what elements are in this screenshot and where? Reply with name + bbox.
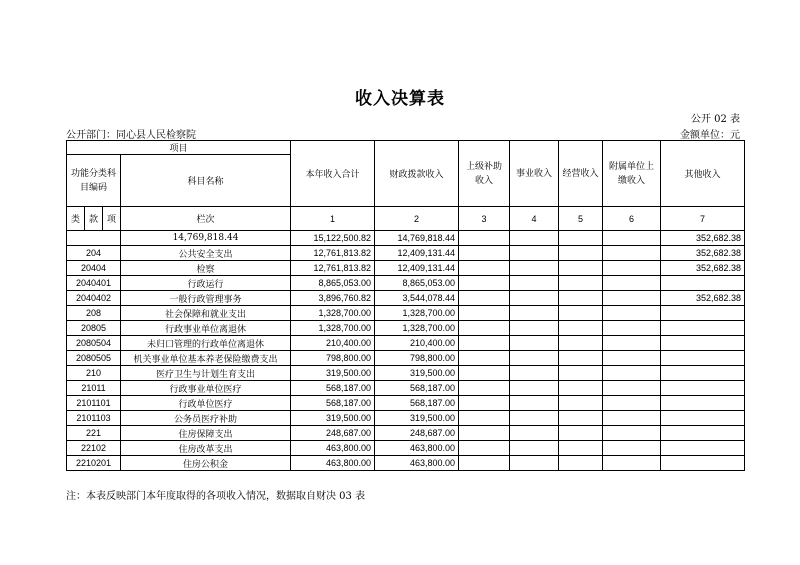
row-affiliated xyxy=(603,291,661,306)
header-fiscal: 财政拨款收入 xyxy=(375,141,459,207)
row-code: 21011 xyxy=(67,381,121,396)
row-fiscal: 1,328,700.00 xyxy=(375,321,459,336)
row-code: 221 xyxy=(67,426,121,441)
row-other xyxy=(661,321,745,336)
row-affiliated xyxy=(603,366,661,381)
row-superior xyxy=(459,441,510,456)
table-row xyxy=(67,291,745,306)
row-total: 15,122,500.82 xyxy=(291,231,375,246)
row-affiliated xyxy=(603,411,661,426)
row-business xyxy=(510,426,559,441)
row-operating xyxy=(559,246,603,261)
row-other xyxy=(661,276,745,291)
row-total: 798,800.00 xyxy=(291,351,375,366)
header-business: 事业收入 xyxy=(510,141,559,207)
row-other: 352,682.38 xyxy=(661,231,745,246)
row-total: 319,500.00 xyxy=(291,366,375,381)
row-other xyxy=(661,381,745,396)
row-operating xyxy=(559,306,603,321)
row-superior xyxy=(459,381,510,396)
row-operating xyxy=(559,441,603,456)
row-code: 208 xyxy=(67,306,121,321)
row-other: 352,682.38 xyxy=(661,246,745,261)
row-subject-name: 医疗卫生与计划生育支出 xyxy=(121,366,291,381)
row-fiscal: 3,544,078.44 xyxy=(375,291,459,306)
row-code: 2080504 xyxy=(67,336,121,351)
table-row xyxy=(67,426,745,441)
form-number: 公开 02 表 xyxy=(690,114,740,125)
row-operating xyxy=(559,426,603,441)
table-row xyxy=(67,246,745,261)
row-business xyxy=(510,336,559,351)
table-row xyxy=(67,336,745,351)
row-total: 568,187.00 xyxy=(291,381,375,396)
row-affiliated xyxy=(603,321,661,336)
row-fiscal: 1,328,700.00 xyxy=(375,306,459,321)
row-superior xyxy=(459,276,510,291)
row-subject-name: 未归口管理的行政单位离退休 xyxy=(121,336,291,351)
col-num: 2 xyxy=(375,207,459,231)
header-subject-name: 科目名称 xyxy=(121,155,291,207)
row-business xyxy=(510,396,559,411)
table-row xyxy=(67,261,745,276)
row-business xyxy=(510,261,559,276)
table-row xyxy=(67,321,745,336)
row-superior xyxy=(459,231,510,246)
row-affiliated xyxy=(603,231,661,246)
row-code: 2080505 xyxy=(67,351,121,366)
row-superior xyxy=(459,396,510,411)
row-other xyxy=(661,336,745,351)
footnote: 注：本表反映部门本年度取得的各项收入情况，数据取自财决 03 表 xyxy=(66,491,366,502)
row-operating xyxy=(559,396,603,411)
col-num: 1 xyxy=(291,207,375,231)
col-num: 6 xyxy=(603,207,661,231)
row-affiliated xyxy=(603,246,661,261)
row-fiscal: 319,500.00 xyxy=(375,366,459,381)
row-operating xyxy=(559,261,603,276)
row-code: 2040401 xyxy=(67,276,121,291)
row-subject-name: 公共安全支出 xyxy=(121,246,291,261)
row-subject-name: 机关事业单位基本养老保险缴费支出 xyxy=(121,351,291,366)
row-other: 352,682.38 xyxy=(661,291,745,306)
row-operating xyxy=(559,381,603,396)
row-superior xyxy=(459,246,510,261)
row-affiliated xyxy=(603,381,661,396)
row-other: 352,682.38 xyxy=(661,261,745,276)
row-superior xyxy=(459,321,510,336)
row-business xyxy=(510,351,559,366)
row-subject-name: 住房改革支出 xyxy=(121,441,291,456)
row-affiliated xyxy=(603,396,661,411)
row-code: 20805 xyxy=(67,321,121,336)
row-code: 2101101 xyxy=(67,396,121,411)
row-total: 319,500.00 xyxy=(291,411,375,426)
row-fiscal: 463,800.00 xyxy=(375,441,459,456)
row-fiscal: 248,687.00 xyxy=(375,426,459,441)
row-business xyxy=(510,321,559,336)
header-superior: 上级补助收入 xyxy=(459,141,510,207)
row-superior xyxy=(459,291,510,306)
row-subject-name: 行政单位医疗 xyxy=(121,396,291,411)
col-num: 5 xyxy=(559,207,603,231)
row-business xyxy=(510,246,559,261)
row-operating xyxy=(559,411,603,426)
row-business xyxy=(510,381,559,396)
row-fiscal: 14,769,818.44 xyxy=(375,231,459,246)
row-subject-name: 行政事业单位离退休 xyxy=(121,321,291,336)
row-business xyxy=(510,291,559,306)
row-operating xyxy=(559,336,603,351)
row-code: 204 xyxy=(67,246,121,261)
row-operating xyxy=(559,276,603,291)
row-superior xyxy=(459,456,510,471)
row-superior xyxy=(459,366,510,381)
col-num: 3 xyxy=(459,207,510,231)
row-other xyxy=(661,306,745,321)
header-kuan: 款 xyxy=(85,207,103,231)
row-operating xyxy=(559,366,603,381)
header-other: 其他收入 xyxy=(661,141,745,207)
row-operating xyxy=(559,231,603,246)
row-fiscal: 8,865,053.00 xyxy=(375,276,459,291)
department-label: 公开部门：同心县人民检察院 xyxy=(66,130,196,141)
header-col-label: 栏次 xyxy=(121,207,291,231)
table-row xyxy=(67,231,745,246)
table-row xyxy=(67,306,745,321)
row-business xyxy=(510,411,559,426)
row-fiscal: 798,800.00 xyxy=(375,351,459,366)
row-business xyxy=(510,441,559,456)
row-total: 3,896,760.82 xyxy=(291,291,375,306)
row-fiscal: 568,187.00 xyxy=(375,381,459,396)
row-affiliated xyxy=(603,276,661,291)
table-row xyxy=(67,441,745,456)
row-business xyxy=(510,276,559,291)
row-other xyxy=(661,366,745,381)
page-title: 收入决算表 xyxy=(355,89,445,109)
row-fiscal: 319,500.00 xyxy=(375,411,459,426)
header-func-code: 功能分类科目编码 xyxy=(67,155,121,207)
row-subject-name: 行政运行 xyxy=(121,276,291,291)
row-affiliated xyxy=(603,306,661,321)
row-operating xyxy=(559,291,603,306)
row-superior xyxy=(459,411,510,426)
row-subject-name: 公务员医疗补助 xyxy=(121,411,291,426)
table-row xyxy=(67,411,745,426)
header-lei: 类 xyxy=(67,207,85,231)
row-subject-name: 行政事业单位医疗 xyxy=(121,381,291,396)
row-code: 22102 xyxy=(67,441,121,456)
row-superior xyxy=(459,261,510,276)
row-subject-name: 一般行政管理事务 xyxy=(121,291,291,306)
row-subject-name: 检察 xyxy=(121,261,291,276)
table-row xyxy=(67,381,745,396)
row-total: 8,865,053.00 xyxy=(291,276,375,291)
row-other xyxy=(661,411,745,426)
row-subject-name: 社会保障和就业支出 xyxy=(121,306,291,321)
row-other xyxy=(661,396,745,411)
row-superior xyxy=(459,351,510,366)
header-item: 项目 xyxy=(67,141,291,155)
row-fiscal: 12,409,131.44 xyxy=(375,261,459,276)
row-superior xyxy=(459,306,510,321)
row-code: 2040402 xyxy=(67,291,121,306)
row-other xyxy=(661,456,745,471)
table-row xyxy=(67,366,745,381)
row-superior xyxy=(459,426,510,441)
row-subject-name: 住房保障支出 xyxy=(121,426,291,441)
row-operating xyxy=(559,321,603,336)
row-other xyxy=(661,351,745,366)
row-business xyxy=(510,231,559,246)
row-fiscal: 210,400.00 xyxy=(375,336,459,351)
row-subject-name: 住房公积金 xyxy=(121,456,291,471)
row-code: 2210201 xyxy=(67,456,121,471)
row-fiscal: 12,409,131.44 xyxy=(375,246,459,261)
header-xiang: 项 xyxy=(103,207,121,231)
row-fiscal: 568,187.00 xyxy=(375,396,459,411)
row-code: 210 xyxy=(67,366,121,381)
header-operating: 经营收入 xyxy=(559,141,603,207)
header-affiliated: 附属单位上缴收入 xyxy=(603,141,661,207)
row-operating xyxy=(559,456,603,471)
row-total: 1,328,700.00 xyxy=(291,306,375,321)
row-affiliated xyxy=(603,426,661,441)
row-affiliated xyxy=(603,351,661,366)
header-total: 本年收入合计 xyxy=(291,141,375,207)
row-other xyxy=(661,426,745,441)
col-num: 4 xyxy=(510,207,559,231)
row-subject-name: 14,769,818.44 xyxy=(121,231,291,246)
table-row xyxy=(67,351,745,366)
table-row xyxy=(67,456,745,471)
row-total: 568,187.00 xyxy=(291,396,375,411)
row-business xyxy=(510,456,559,471)
row-code: 20404 xyxy=(67,261,121,276)
row-business xyxy=(510,306,559,321)
row-superior xyxy=(459,336,510,351)
row-affiliated xyxy=(603,456,661,471)
row-operating xyxy=(559,351,603,366)
table-row xyxy=(67,396,745,411)
row-affiliated xyxy=(603,336,661,351)
income-table xyxy=(66,140,745,471)
row-other xyxy=(661,441,745,456)
row-total: 463,800.00 xyxy=(291,441,375,456)
row-affiliated xyxy=(603,441,661,456)
row-total: 210,400.00 xyxy=(291,336,375,351)
row-total: 463,800.00 xyxy=(291,456,375,471)
table-row xyxy=(67,276,745,291)
row-code: 2101103 xyxy=(67,411,121,426)
row-business xyxy=(510,366,559,381)
row-affiliated xyxy=(603,261,661,276)
amount-unit-label: 金额单位：元 xyxy=(680,130,740,141)
row-fiscal: 463,800.00 xyxy=(375,456,459,471)
row-total: 12,761,813.82 xyxy=(291,261,375,276)
row-total: 248,687.00 xyxy=(291,426,375,441)
col-num: 7 xyxy=(661,207,745,231)
row-code xyxy=(67,231,121,246)
row-total: 12,761,813.82 xyxy=(291,246,375,261)
row-total: 1,328,700.00 xyxy=(291,321,375,336)
